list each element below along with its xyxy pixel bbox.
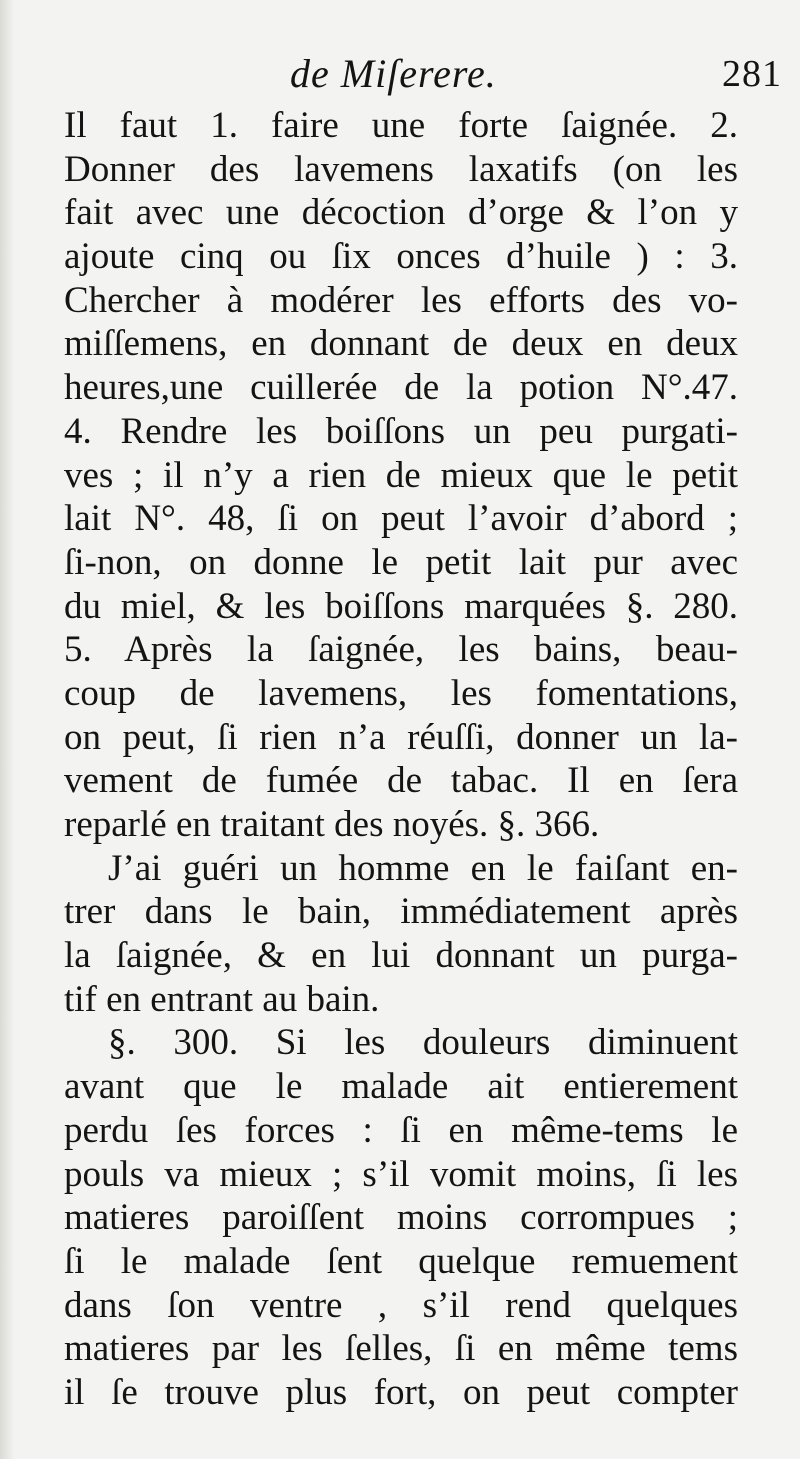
text-line: §. 300. Si les douleurs diminuent (108, 1022, 738, 1064)
text-line: Il faut 1. faire une forte ſaignée. 2. (64, 105, 738, 146)
text-line: miſſemens, en donnant de deux en deux (64, 323, 738, 365)
text-line: avant que le malade ait entierement (64, 1066, 738, 1108)
text-line: ſi le malade ſent quelque remuement (64, 1240, 738, 1282)
text-line: du miel, & les boiſſons marquées §. 280. (64, 585, 738, 627)
text-line: fait avec une décoction d’orge & l’on y (64, 192, 738, 234)
text-line: vement de fumée de tabac. Il en ſera (64, 760, 738, 802)
text-line: coup de lavemens, les fomentations, (64, 672, 738, 714)
text-line: matieres par les ſelles, ſi en même tems (64, 1328, 738, 1370)
page-header (60, 42, 782, 102)
page-number: 281 (722, 53, 782, 95)
text-line: pouls va mieux ; s’il vomit moins, ſi les (64, 1153, 738, 1195)
text-line: ſi-non, on donne le petit lait pur avec (64, 541, 738, 583)
text-line: ajoute cinq ou ſix onces d’huile ) : 3. (64, 236, 738, 278)
text-line: heures,une cuillerée de la potion N°.47. (64, 367, 738, 409)
text-line: 4. Rendre les boiſſons un peu purgati- (64, 410, 738, 452)
text-line: on peut, ſi rien n’a réuſſi, donner un la- (64, 716, 738, 758)
text-line: la ſaignée, & en lui donnant un purga- (64, 935, 738, 977)
text-line: 5. Après la ſaignée, les bains, beau- (64, 629, 738, 671)
text-line: perdu ſes forces : ſi en même-tems le (64, 1109, 738, 1151)
text-line: Chercher à modérer les efforts des vo- (64, 279, 738, 321)
text-line: il ſe trouve plus fort, on peut compter (64, 1371, 738, 1413)
text-line: reparlé en traitant des noyés. §. 366. (64, 804, 600, 845)
text-line: tif en entrant au bain. (64, 978, 380, 1020)
text-line: Donner des lavemens laxatifs (on les (64, 148, 738, 190)
body-text (64, 104, 738, 1415)
text-line: dans ſon ventre , s’il rend quelques (64, 1284, 738, 1326)
text-line: J’ai guéri un homme en le faiſant en- (108, 847, 738, 889)
text-line: ves ; il n’y a rien de mieux que le petit (64, 454, 738, 496)
running-title: de Miſerere. (290, 51, 497, 96)
text-line: lait N°. 48, ſi on peut l’avoir d’abord ; (64, 498, 738, 540)
page-edge-shadow (0, 0, 14, 1459)
text-line: matieres paroiſſent moins corrompues ; (64, 1197, 738, 1239)
text-line: trer dans le bain, immédiatement après (64, 891, 738, 933)
